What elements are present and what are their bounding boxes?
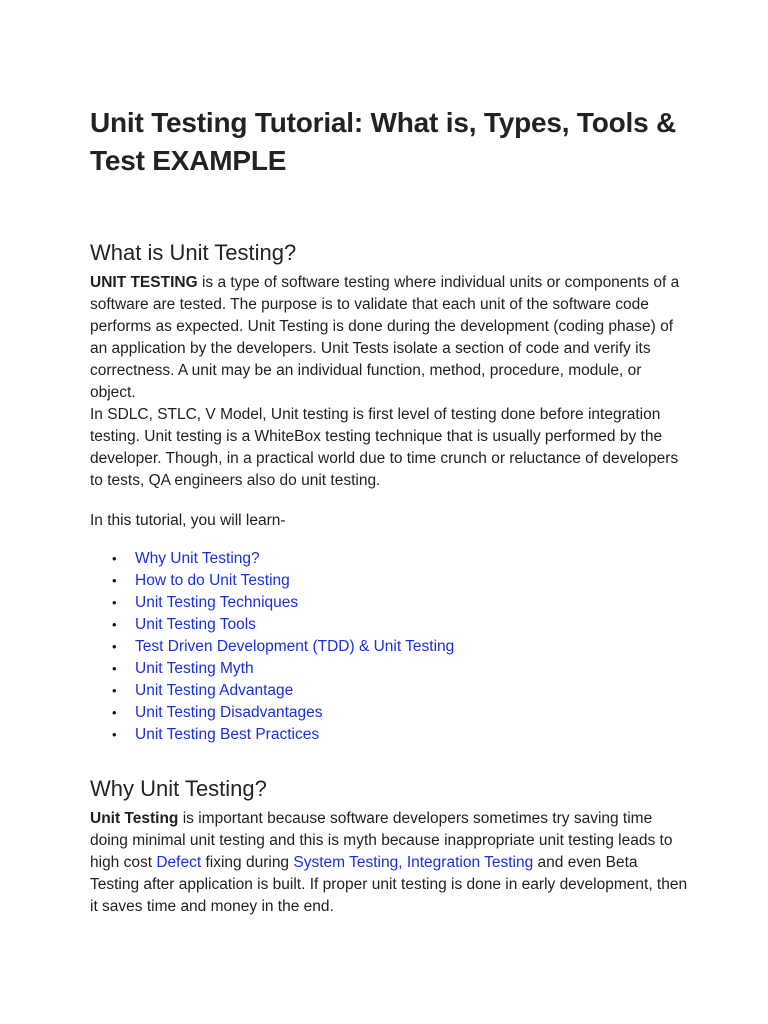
why-text: is important because software developers sometimes try saving time doing minimal unit testing and this is myth because inappropriate unit testing leads to high cost xyxy=(90,810,673,871)
toc-link-why-unit-testing[interactable]: Why Unit Testing? xyxy=(135,550,260,567)
toc-item xyxy=(112,548,690,570)
toc-link-unit-testing-myth[interactable]: Unit Testing Myth xyxy=(135,660,254,677)
why-text: and even Beta Testing after application is built. If proper unit testing is done in early development, then it saves time and money in the end. xyxy=(90,854,688,915)
bullet-icon: • xyxy=(112,727,117,742)
why-paragraph xyxy=(90,808,690,918)
toc-item xyxy=(112,658,690,680)
table-of-contents xyxy=(90,548,690,746)
bullet-icon: • xyxy=(112,661,117,676)
defect-link[interactable]: Defect xyxy=(156,854,202,871)
toc-link-how-to-do-unit-testing[interactable]: How to do Unit Testing xyxy=(135,572,290,589)
learn-intro: In this tutorial, you will learn- xyxy=(90,512,286,529)
toc-link-unit-testing-techniques[interactable]: Unit Testing Techniques xyxy=(135,594,299,611)
toc-link-tdd[interactable]: Test Driven Development (TDD) & Unit Testing xyxy=(135,638,455,655)
sdlc-paragraph: In SDLC, STLC, V Model, Unit testing is first level of testing done before integration testing. Unit testing is a WhiteBox testing technique that is usually performed by the developer. Though, in a practical world due to time crunch or reluctance of developers to tests, QA engineers also do unit testing. xyxy=(90,406,679,489)
bullet-icon: • xyxy=(112,595,117,610)
section-heading-why-unit-testing: Why Unit Testing? xyxy=(90,776,267,801)
section-heading-what-is-unit-testing: What is Unit Testing? xyxy=(90,240,297,265)
toc-link-unit-testing-best-practices[interactable]: Unit Testing Best Practices xyxy=(135,726,320,743)
document-page xyxy=(90,104,690,918)
bullet-icon: • xyxy=(112,639,117,654)
toc-item xyxy=(112,570,690,592)
bullet-icon: • xyxy=(112,617,117,632)
system-testing-link[interactable]: System Testing xyxy=(293,854,399,871)
bullet-icon: • xyxy=(112,683,117,698)
bullet-icon: • xyxy=(112,551,117,566)
toc-item xyxy=(112,592,690,614)
toc-item xyxy=(112,680,690,702)
toc-link-unit-testing-disadvantages[interactable]: Unit Testing Disadvantages xyxy=(135,704,323,721)
bullet-icon: • xyxy=(112,705,117,720)
integration-testing-link[interactable]: Integration Testing xyxy=(406,854,534,871)
bold-term-unit-testing: Unit Testing xyxy=(90,810,179,827)
intro-paragraph xyxy=(90,272,690,404)
bold-term-unit-testing: UNIT TESTING xyxy=(90,274,198,291)
toc-item xyxy=(112,636,690,658)
link-separator: , xyxy=(398,854,407,871)
toc-item xyxy=(112,702,690,724)
toc-link-unit-testing-advantage[interactable]: Unit Testing Advantage xyxy=(135,682,294,699)
toc-item xyxy=(112,724,690,746)
intro-paragraph-text: is a type of software testing where individual units or components of a software are tested. The purpose is to validate that each unit of the software code performs as expected. Unit Testing is done during the development (coding phase) of an application by the developers. Unit Tests isolate a section of code and verify its correctness. A unit may be an individual function, method, procedure, module, or object. xyxy=(90,274,680,401)
toc-item xyxy=(112,614,690,636)
toc-link-unit-testing-tools[interactable]: Unit Testing Tools xyxy=(135,616,256,633)
page-title: Unit Testing Tutorial: What is, Types, Tools & Test EXAMPLE xyxy=(90,107,677,176)
bullet-icon: • xyxy=(112,573,117,588)
why-text: fixing during xyxy=(201,854,294,871)
